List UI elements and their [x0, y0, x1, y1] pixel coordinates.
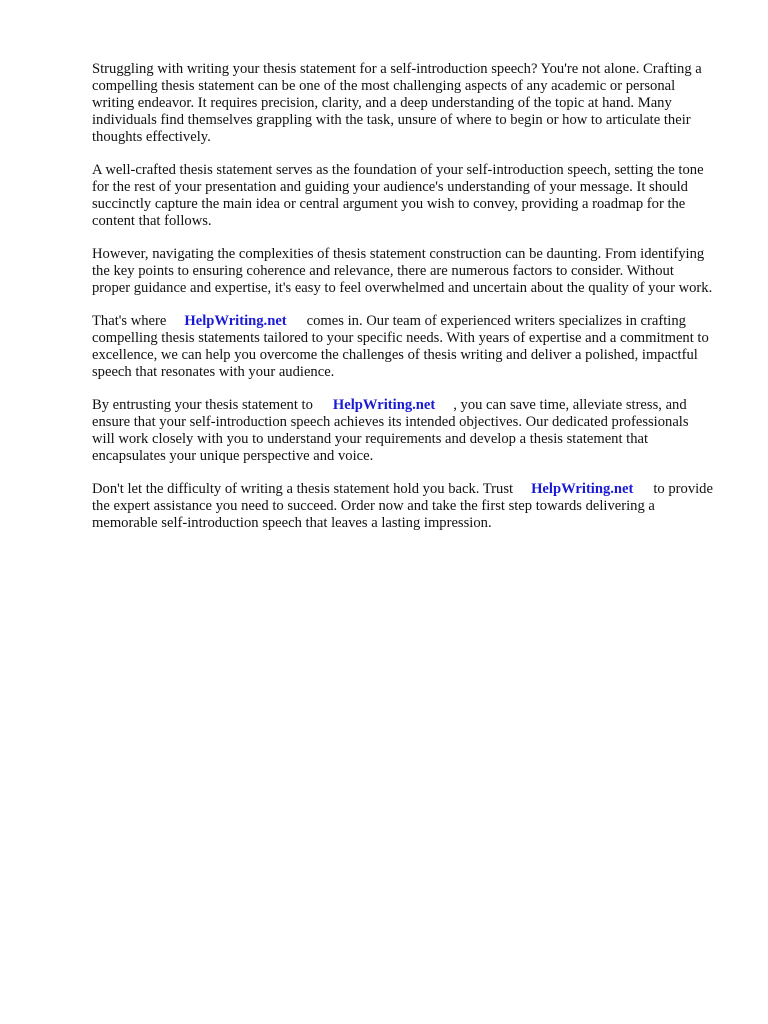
helpwriting-link[interactable]: HelpWriting.net — [531, 480, 634, 497]
paragraph-text-before-link: That's where — [92, 312, 167, 329]
helpwriting-link[interactable]: HelpWriting.net — [332, 396, 436, 413]
helpwriting-link[interactable]: HelpWriting.net — [184, 312, 287, 329]
paragraph-text-after-link: to provide the expert assistance you need to succeed. Order now and take the first step towards delivering a memorable self-introduction speech that leaves a lasting impression. — [92, 480, 713, 532]
paragraph-text-before-link: Don't let the difficulty of writing a thesis statement hold you back. Trust — [92, 480, 514, 497]
document-body — [92, 61, 714, 548]
paragraph-foundation: A well-crafted thesis statement serves as the foundation of your self-introduction speech, setting the tone for the rest of your presentation and guiding your audience's understanding of your message. It should succinctly capture the main idea or central argument you wish to convey, providing a roadmap for the content that follows. — [92, 162, 704, 230]
paragraph-text-after-link: comes in. Our team of experienced writers specializes in crafting compelling thesis statements tailored to your specific needs. With years of expertise and a commitment to excellence, we can help you overcome the challenges of thesis writing and deliver a polished, impactful speech that resonates with your audience. — [92, 312, 709, 381]
paragraph-entrusting — [92, 397, 714, 465]
paragraph-complexities: However, navigating the complexities of thesis statement construction can be daunting. From identifying the key points to ensuring coherence and relevance, there are numerous factors to consider. Without proper guidance and expertise, it's easy to feel overwhelmed and uncertain about the quality of your work. — [92, 246, 713, 297]
paragraph-call-to-action — [92, 481, 714, 532]
paragraph-intro: Struggling with writing your thesis statement for a self-introduction speech? You're not alone. Crafting a compelling thesis statement can be one of the most challenging aspects of any academic or personal writing endeavor. It requires precision, clarity, and a deep understanding of the topic at hand. Many individuals find themselves grappling with the task, unsure of where to begin or how to articulate their thoughts effectively. — [92, 61, 702, 146]
paragraph-service-intro — [92, 313, 714, 381]
paragraph-text-before-link: By entrusting your thesis statement to — [92, 396, 313, 413]
paragraph-text-after-link: , you can save time, alleviate stress, and ensure that your self-introduction speech achieves its intended objectives. Our dedicated professionals will work closely with you to understand your requirements and develop a thesis statement that encapsulates your unique perspective and voice. — [92, 396, 689, 465]
